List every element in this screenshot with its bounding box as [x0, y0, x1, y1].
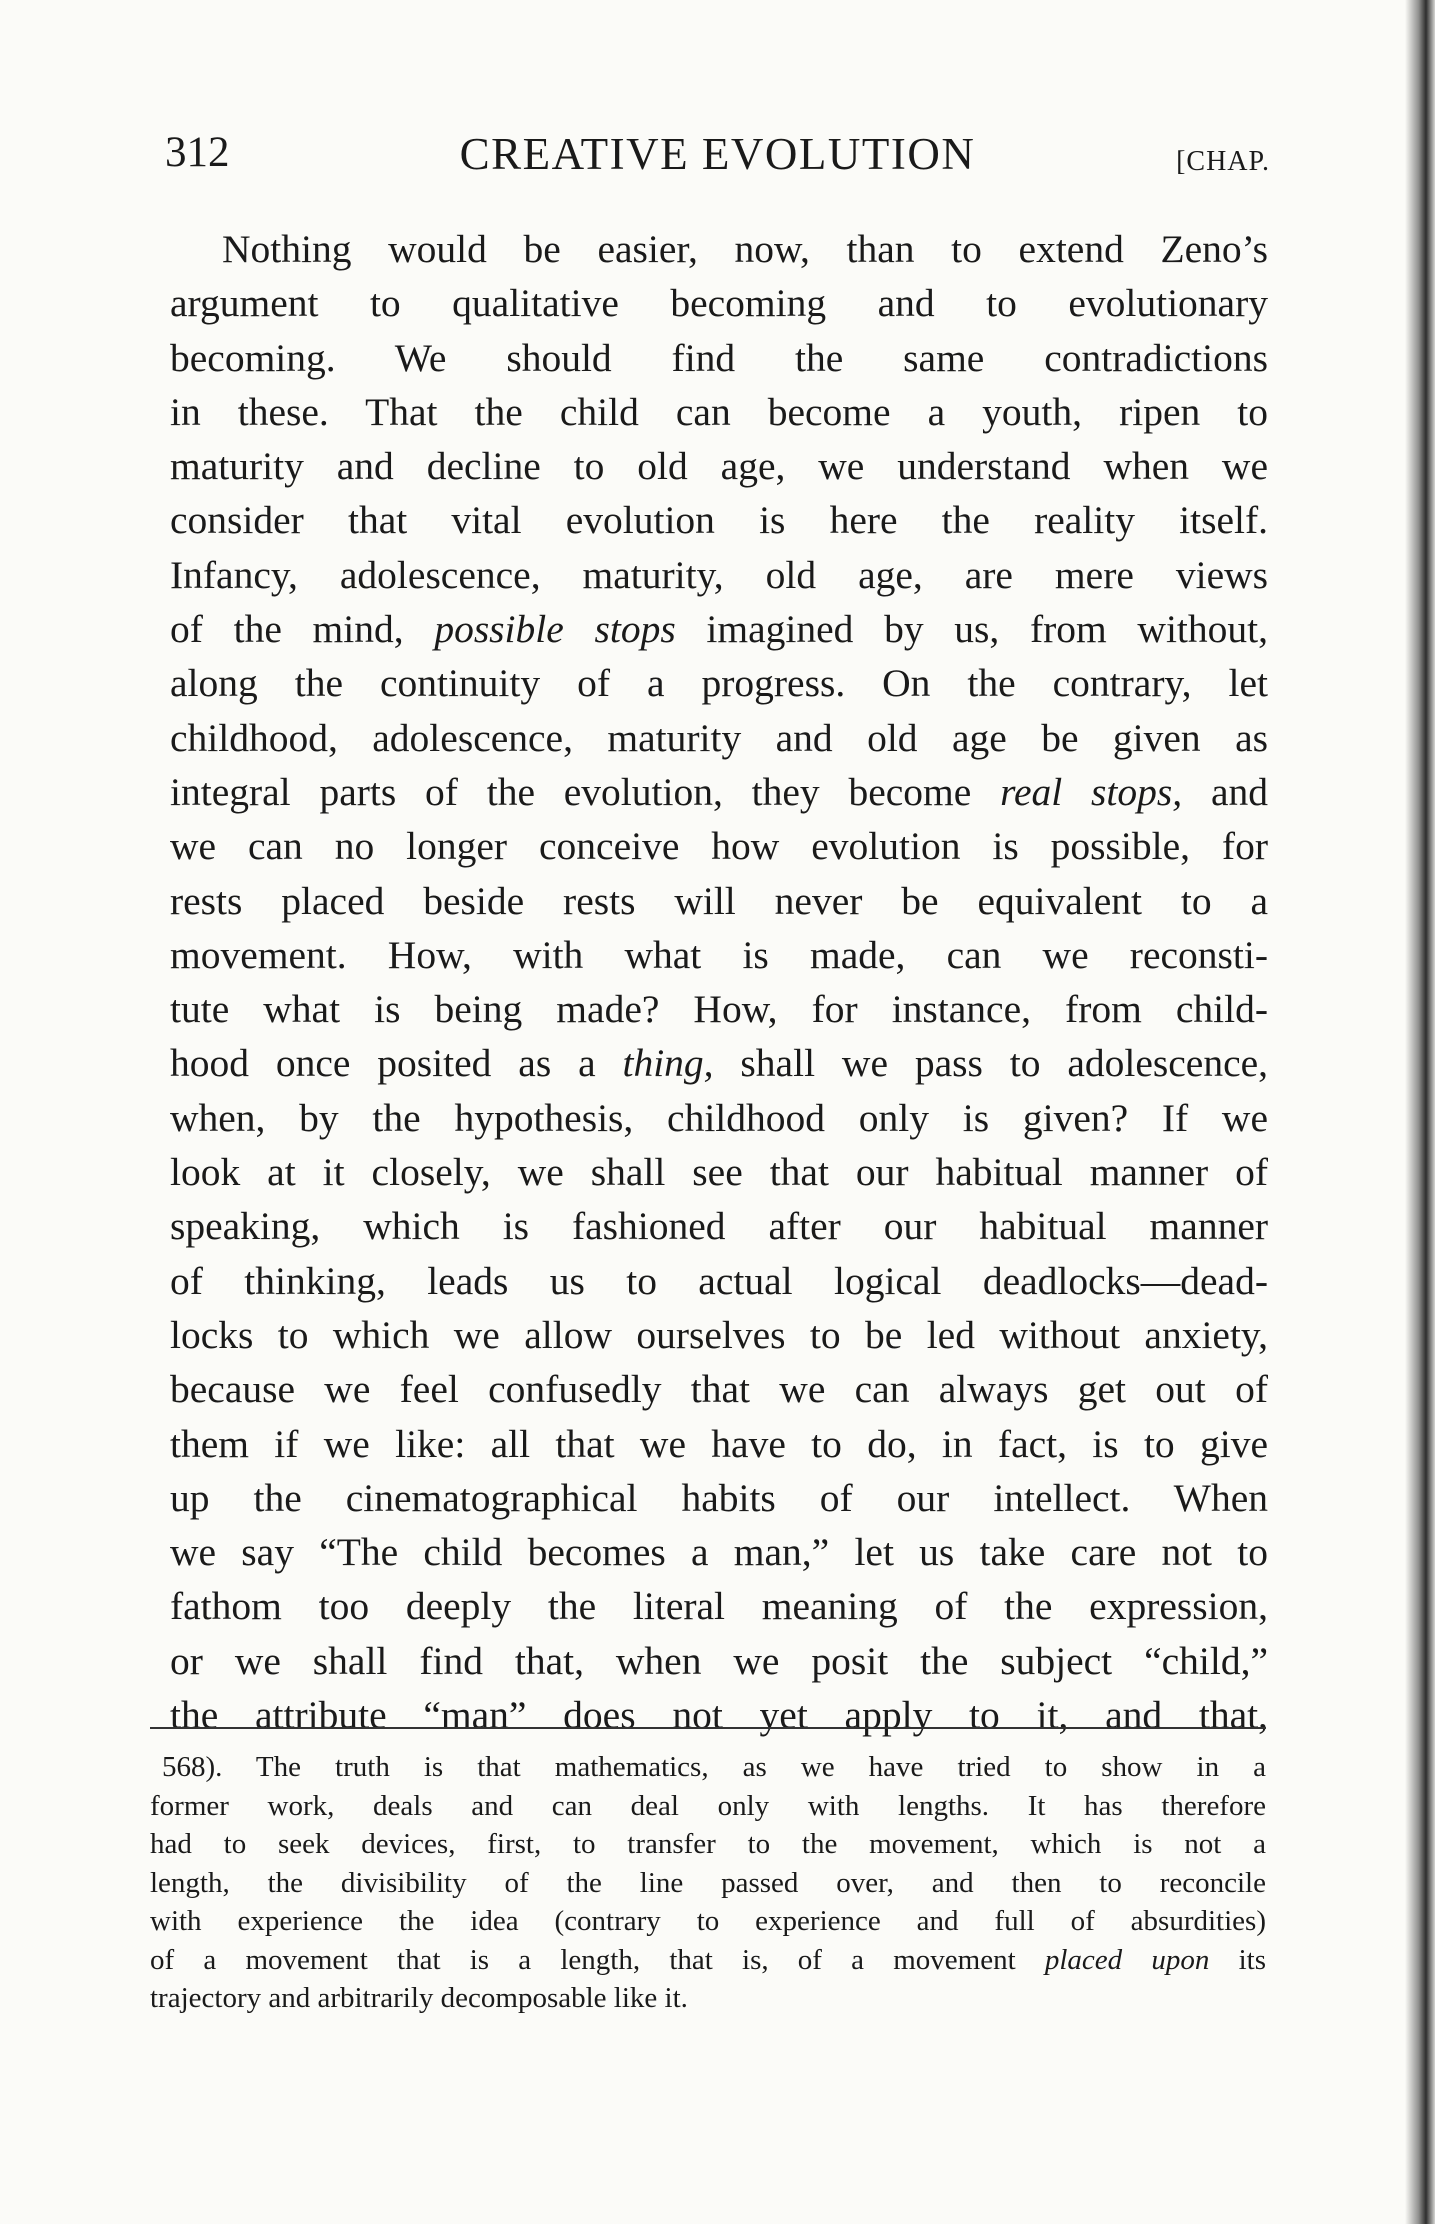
body-line: childhood, adolescence, maturity and old age be given as: [170, 715, 1268, 760]
body-line: Nothing would be easier, now, than to extend Zeno’s: [222, 227, 1268, 271]
body-line: maturity and decline to old age, we understand when we: [170, 444, 1268, 489]
chapter-mark: [CHAP.: [1176, 146, 1270, 177]
body-line: rests placed beside rests will never be equivalent to a: [170, 878, 1268, 923]
footnote-line: trajectory and arbitrarily decomposable like it.: [150, 1982, 688, 2014]
footnote-line: former work, deals and can deal only with lengths. It has therefore: [150, 1789, 1266, 1822]
body-line: we say “The child becomes a man,” let us take care not to: [170, 1530, 1268, 1575]
footnote-line: had to seek devices, first, to transfer to the movement, which is not a: [150, 1828, 1266, 1860]
body-line: integral parts of the evolution, they become real stops, and: [170, 769, 1268, 814]
body-line: Infancy, adolescence, maturity, old age, are mere views: [170, 552, 1268, 597]
body-line: because we feel confusedly that we can always get out of: [170, 1367, 1268, 1412]
body-line: along the continuity of a progress. On the contrary, let: [170, 661, 1268, 706]
body-line: movement. How, with what is made, can we reconsti-: [170, 932, 1268, 977]
body-line: locks to which we allow ourselves to be led without anxiety,: [170, 1312, 1268, 1357]
footnote-line: of a movement that is a length, that is, of a movement placed upon its: [150, 1943, 1266, 1976]
footnote-line: with experience the idea (contrary to experience and full of absurdities): [150, 1905, 1266, 1937]
page-header: [165, 128, 1270, 188]
body-line: or we shall find that, when we posit the subject “child,”: [170, 1638, 1268, 1683]
body-line: of thinking, leads us to actual logical deadlocks—dead-: [170, 1258, 1268, 1303]
body-line: the attribute “man” does not yet apply to it, and that,: [170, 1693, 1268, 1738]
body-line: fathom too deeply the literal meaning of the expression,: [170, 1584, 1268, 1629]
body-line: we can no longer conceive how evolution is possible, for: [170, 824, 1268, 869]
body-line: tute what is being made? How, for instance, from child-: [170, 987, 1268, 1032]
footnote-rule: [150, 1727, 1266, 1729]
body-line: consider that vital evolution is here the reality itself.: [170, 498, 1268, 543]
running-title: CREATIVE EVOLUTION: [459, 129, 976, 179]
body-text: [170, 222, 1268, 1742]
body-line: in these. That the child can become a youth, ripen to: [170, 389, 1268, 434]
footnote-line: 568). The truth is that mathematics, as we have tried to show in a: [162, 1751, 1266, 1783]
body-line: argument to qualitative becoming and to evolutionary: [170, 281, 1268, 326]
footnote: [150, 1748, 1266, 2018]
body-line: speaking, which is fashioned after our habitual manner: [170, 1204, 1268, 1249]
page-number: 312: [165, 129, 230, 176]
body-line: look at it closely, we shall see that our habitual manner of: [170, 1150, 1268, 1195]
body-line: hood once posited as a thing, shall we pass to adolescence,: [170, 1041, 1268, 1086]
body-line: becoming. We should find the same contradictions: [170, 335, 1268, 380]
body-line: of the mind, possible stops imagined by us, from without,: [170, 607, 1268, 652]
body-line: when, by the hypothesis, childhood only is given? If we: [170, 1095, 1268, 1140]
body-line: them if we like: all that we have to do, in fact, is to give: [170, 1421, 1268, 1466]
scan-edge-shadow: [1405, 0, 1435, 2224]
body-line: up the cinematographical habits of our intellect. When: [170, 1475, 1268, 1520]
footnote-line: length, the divisibility of the line passed over, and then to reconcile: [150, 1866, 1266, 1899]
